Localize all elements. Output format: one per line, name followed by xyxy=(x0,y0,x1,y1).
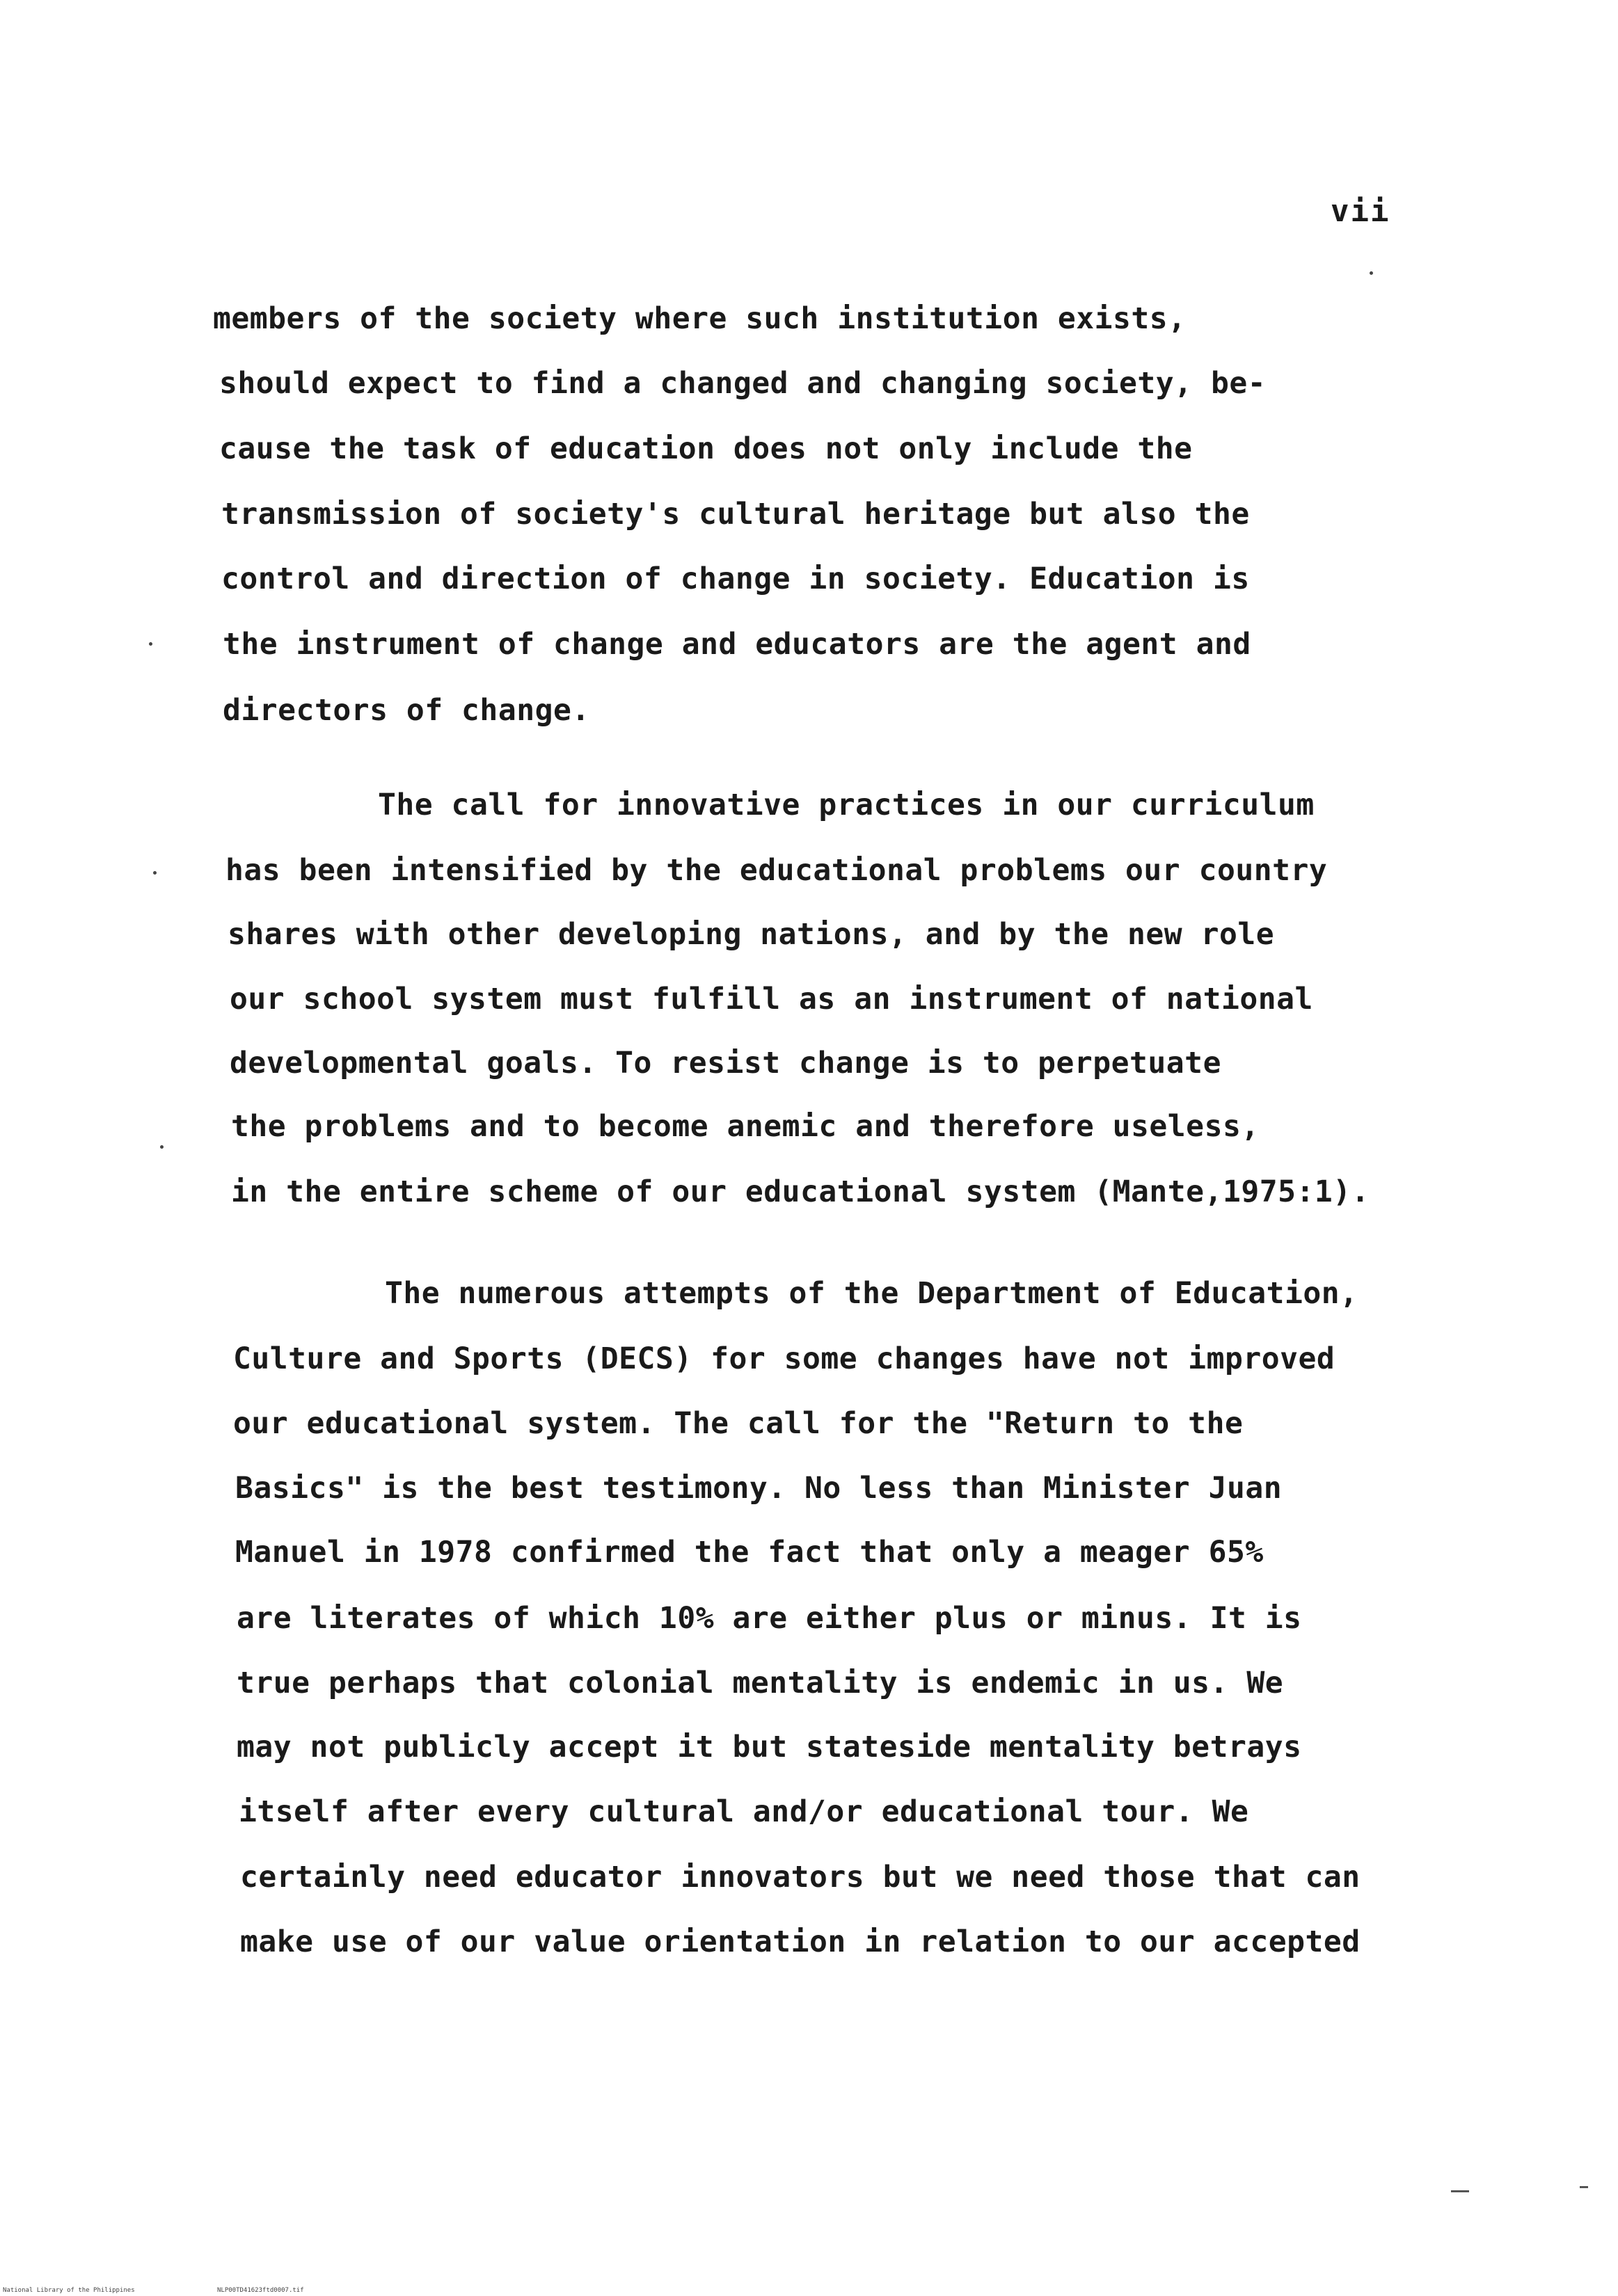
footer-file: NLP00TD41623ftd0007.tif xyxy=(217,2287,304,2294)
scan-mark xyxy=(1580,2186,1588,2188)
text-line: cause the task of education does not only include the xyxy=(219,431,1193,466)
text-line: has been intensified by the educational problems our country xyxy=(225,853,1328,888)
text-line: the instrument of change and educators are the agent and xyxy=(223,627,1251,662)
text-line: directors of change. xyxy=(223,693,590,728)
text-line: the problems and to become anemic and therefore useless, xyxy=(231,1109,1260,1144)
text-line: are literates of which 10% are either plus or minus. It is xyxy=(237,1601,1302,1636)
text-line: make use of our value orientation in relation to our accepted xyxy=(240,1924,1361,1959)
text-line: shares with other developing nations, and by the new role xyxy=(228,917,1275,952)
text-line: certainly need educator innovators but we need those that can xyxy=(240,1860,1361,1895)
page-number: vii xyxy=(1331,193,1390,229)
text-line: members of the society where such institution exists, xyxy=(213,301,1187,336)
scan-speck xyxy=(149,642,152,646)
text-line: should expect to find a changed and changing society, be- xyxy=(219,366,1267,401)
text-line: our school system must fulfill as an instrument of national xyxy=(230,982,1313,1017)
text-line: Manuel in 1978 confirmed the fact that only a meager 65% xyxy=(235,1535,1264,1570)
text-line: our educational system. The call for the "Return to the xyxy=(233,1406,1244,1441)
text-line: in the entire scheme of our educational system (Mante,1975:1). xyxy=(231,1174,1370,1209)
text-line: transmission of society's cultural heritage but also the xyxy=(221,497,1250,532)
text-line: true perhaps that colonial mentality is endemic in us. We xyxy=(237,1666,1284,1700)
text-line: Culture and Sports (DECS) for some changes have not improved xyxy=(233,1341,1335,1376)
scan-speck xyxy=(1370,271,1373,275)
text-line: developmental goals. To resist change is to perpetuate xyxy=(230,1046,1221,1081)
scan-speck xyxy=(153,871,157,875)
text-line: Basics" is the best testimony. No less than Minister Juan xyxy=(235,1471,1283,1506)
text-line: itself after every cultural and/or educational tour. We xyxy=(239,1794,1249,1829)
scan-speck xyxy=(160,1145,164,1149)
text-line: The numerous attempts of the Department of Education, xyxy=(385,1276,1358,1311)
scan-mark xyxy=(1451,2190,1469,2192)
text-line: control and direction of change in society. Education is xyxy=(221,561,1250,596)
text-line: The call for innovative practices in our curriculum xyxy=(378,788,1315,822)
footer-library: National Library of the Philippines xyxy=(3,2287,135,2294)
text-line: may not publicly accept it but stateside mentality betrays xyxy=(237,1730,1302,1764)
